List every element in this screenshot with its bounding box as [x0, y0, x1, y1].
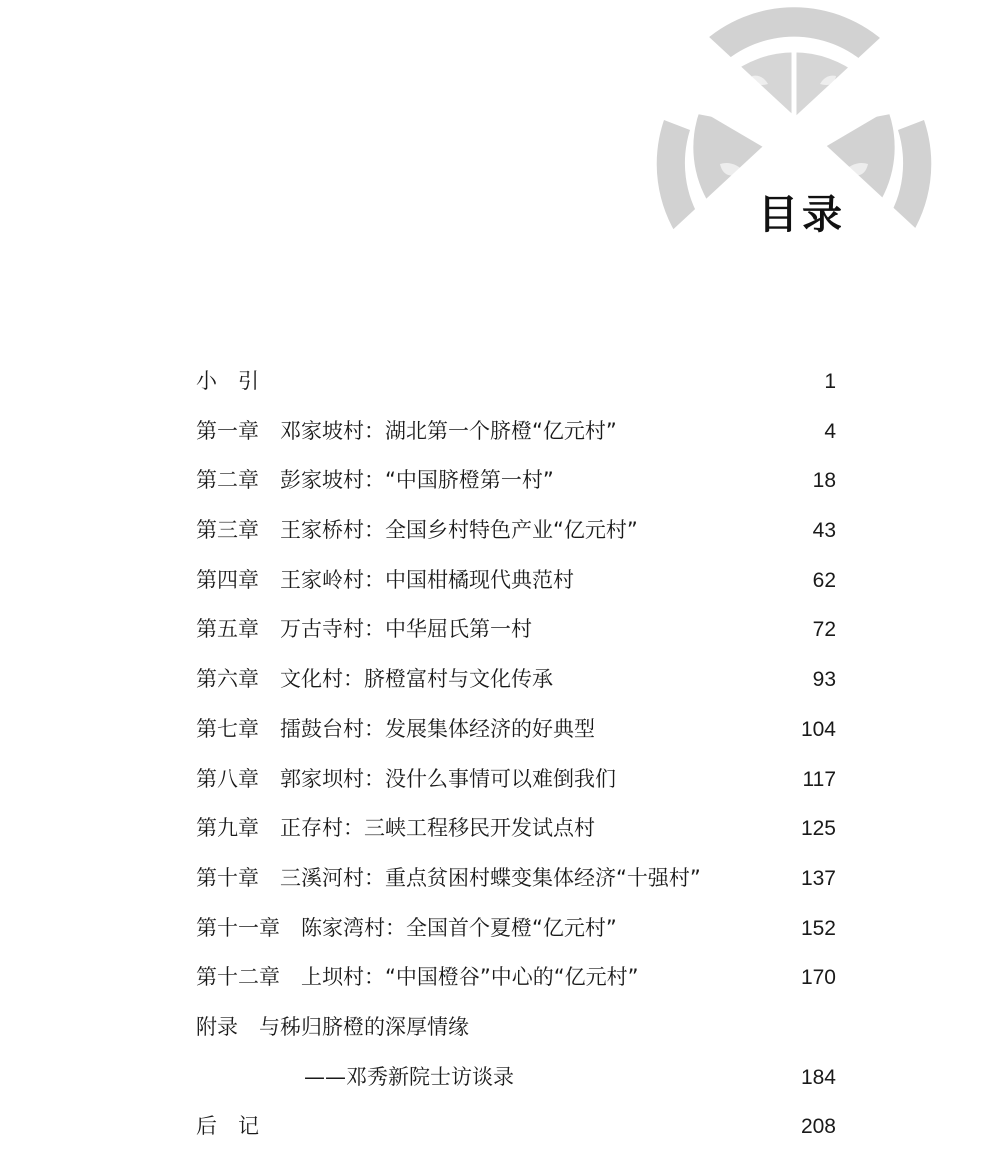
toc-entry[interactable] [196, 804, 836, 854]
toc-entry[interactable] [196, 953, 836, 1003]
toc-entry-title: 第四章 王家岭村：中国柑橘现代典范村 [196, 567, 574, 592]
toc-entry-title: ——邓秀新院士访谈录 [304, 1064, 514, 1089]
table-of-contents [196, 357, 836, 1152]
toc-entry-page: 62 [812, 568, 836, 592]
toc-entry[interactable] [196, 854, 836, 904]
toc-entry-title: 第五章 万古寺村：中华屈氏第一村 [196, 617, 532, 642]
toc-entry[interactable] [196, 456, 836, 506]
toc-entry-title: 第九章 正存村：三峡工程移民开发试点村 [196, 816, 595, 841]
toc-entry-title: 第二章 彭家坡村：“中国脐橙第一村” [196, 468, 554, 493]
page-title: 目录 [758, 191, 846, 238]
toc-entry-page: 1 [824, 370, 836, 393]
toc-entry-title: 第六章 文化村：脐橙富村与文化传承 [196, 667, 553, 692]
toc-entry[interactable] [196, 705, 836, 755]
toc-entry-title: 第一章 邓家坡村：湖北第一个脐橙“亿元村” [196, 418, 617, 443]
toc-entry[interactable] [196, 655, 836, 705]
toc-entry-page: 4 [824, 419, 836, 443]
toc-entry-page: 117 [802, 767, 836, 791]
toc-entry-page: 93 [812, 668, 836, 692]
toc-entry[interactable] [196, 556, 836, 606]
toc-entry[interactable] [196, 1003, 836, 1053]
toc-entry-page: 43 [812, 519, 836, 543]
toc-entry[interactable] [196, 1102, 836, 1152]
toc-entry-title: 附录 与秭归脐橙的深厚情缘 [196, 1014, 469, 1039]
toc-entry-page: 137 [800, 866, 836, 890]
toc-entry-subtitle[interactable] [196, 1053, 836, 1103]
toc-entry-page: 72 [812, 618, 836, 642]
toc-entry-title: 第三章 王家桥村：全国乡村特色产业“亿元村” [196, 518, 638, 543]
toc-entry-page: 125 [800, 817, 836, 841]
toc-entry-title: 第八章 郭家坝村：没什么事情可以难倒我们 [196, 766, 616, 791]
toc-entry-page: 184 [800, 1065, 836, 1089]
toc-entry-page: 18 [812, 469, 836, 493]
toc-entry-page: 152 [800, 916, 836, 940]
toc-entry[interactable] [196, 755, 836, 805]
toc-entry-title: 第十章 三溪河村：重点贫困村蝶变集体经济“十强村” [196, 865, 701, 890]
toc-entry-title: 第十一章 陈家湾村：全国首个夏橙“亿元村” [196, 915, 617, 940]
toc-entry-title: 第十二章 上坝村：“中国橙谷”中心的“亿元村” [196, 965, 639, 990]
toc-entry-page: 208 [800, 1115, 836, 1139]
toc-entry[interactable] [196, 605, 836, 655]
toc-entry[interactable] [196, 357, 836, 407]
toc-entry[interactable] [196, 506, 836, 556]
toc-entry[interactable] [196, 407, 836, 457]
toc-entry-title: 小 引 [196, 369, 259, 393]
toc-entry-title: 第七章 擂鼓台村：发展集体经济的好典型 [196, 716, 595, 741]
toc-entry-page: 170 [800, 966, 836, 990]
toc-entry-page: 104 [800, 717, 836, 741]
toc-entry[interactable] [196, 904, 836, 954]
toc-entry-title: 后 记 [196, 1114, 259, 1139]
